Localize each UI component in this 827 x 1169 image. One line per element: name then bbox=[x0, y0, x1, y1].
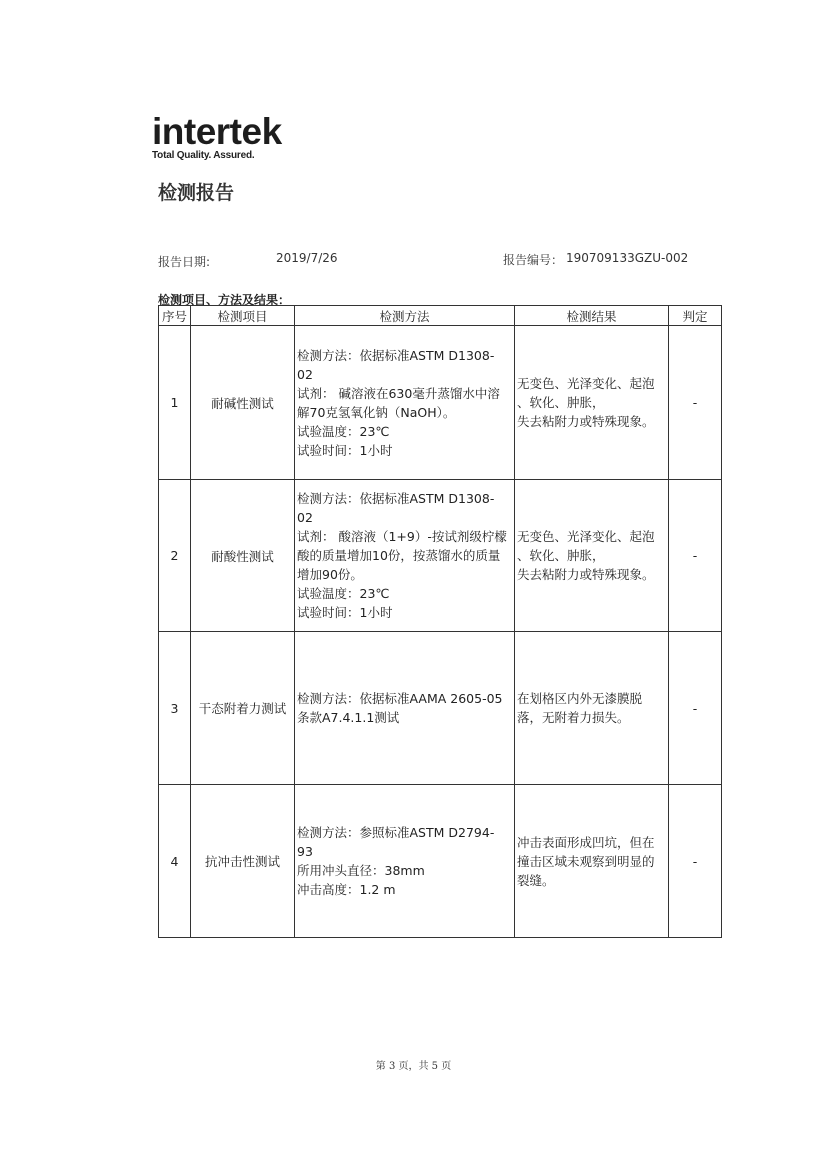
method-line: 02 bbox=[297, 366, 313, 382]
table-row bbox=[159, 785, 722, 938]
report-date-label: 报告日期: bbox=[158, 255, 211, 269]
result-line: 、软化、肿胀， bbox=[517, 395, 605, 410]
result-line: 撞击区域未观察到明显的 bbox=[517, 853, 655, 869]
method-line: 检测方法：依据标准ASTM D1308- bbox=[297, 491, 495, 506]
row-number: 4 bbox=[159, 785, 191, 938]
method-line: 试验时间：1小时 bbox=[297, 605, 393, 620]
intertek-logo bbox=[152, 112, 282, 161]
method-line: 条款A7.4.1.1测试 bbox=[297, 710, 400, 725]
test-item: 耐酸性测试 bbox=[191, 480, 295, 632]
method-line: 冲击高度：1.2 m bbox=[297, 882, 396, 897]
test-result bbox=[515, 480, 669, 632]
test-item: 耐碱性测试 bbox=[191, 326, 295, 480]
result-line: 、软化、肿胀， bbox=[517, 548, 605, 563]
results-table bbox=[158, 305, 722, 938]
header-no: 序号 bbox=[159, 306, 191, 326]
table-row bbox=[159, 326, 722, 480]
report-number-value: 190709133GZU-002 bbox=[566, 251, 689, 265]
verdict: - bbox=[669, 326, 722, 480]
header-method: 检测方法 bbox=[295, 306, 515, 326]
test-method bbox=[295, 785, 515, 938]
logo-wordmark: intertek bbox=[152, 111, 282, 152]
table-row bbox=[159, 480, 722, 632]
table-header-row bbox=[159, 306, 722, 326]
method-line: 增加90份。 bbox=[297, 567, 363, 582]
verdict: - bbox=[669, 480, 722, 632]
table-row bbox=[159, 632, 722, 785]
report-number-label: 报告编号： bbox=[503, 253, 564, 267]
method-line: 检测方法：依据标准ASTM D1308- bbox=[297, 347, 495, 363]
result-line: 裂缝。 bbox=[517, 872, 555, 888]
test-method bbox=[295, 632, 515, 785]
method-line: 93 bbox=[297, 844, 313, 859]
row-number: 3 bbox=[159, 632, 191, 785]
test-result bbox=[515, 326, 669, 480]
method-line: 解70克氢氧化钠（NaOH）。 bbox=[297, 404, 456, 420]
method-line: 试剂： 碱溶液在630毫升蒸馏水中溶 bbox=[297, 385, 500, 401]
verdict: - bbox=[669, 785, 722, 938]
method-line: 所用冲头直径：38mm bbox=[297, 863, 425, 878]
test-method bbox=[295, 480, 515, 632]
method-line: 02 bbox=[297, 510, 313, 525]
test-item: 抗冲击性测试 bbox=[191, 785, 295, 938]
logo-tagline: Total Quality. Assured. bbox=[152, 150, 255, 161]
test-method bbox=[295, 326, 515, 480]
row-number: 1 bbox=[159, 326, 191, 480]
result-line: 在划格区内外无漆膜脱 bbox=[517, 691, 643, 706]
result-line: 落，无附着力损失。 bbox=[517, 710, 630, 725]
result-line: 无变色、光泽变化、起泡 bbox=[517, 529, 655, 544]
verdict: - bbox=[669, 632, 722, 785]
page-footer: 第 3 页，共 5 页 bbox=[375, 1061, 452, 1072]
result-line: 无变色、光泽变化、起泡 bbox=[517, 376, 655, 391]
row-number: 2 bbox=[159, 480, 191, 632]
method-line: 检测方法：依据标准AAMA 2605-05 bbox=[297, 691, 503, 706]
result-line: 冲击表面形成凹坑，但在 bbox=[517, 834, 655, 850]
test-item: 干态附着力测试 bbox=[191, 632, 295, 785]
test-result bbox=[515, 632, 669, 785]
method-line: 试验时间：1小时 bbox=[297, 442, 393, 458]
result-line: 失去粘附力或特殊现象。 bbox=[517, 567, 655, 582]
report-date-value: 2019/7/26 bbox=[276, 251, 338, 265]
section-title: 检测项目、方法及结果： bbox=[158, 293, 291, 307]
method-line: 试验温度：23℃ bbox=[297, 586, 390, 601]
method-line: 试验温度：23℃ bbox=[297, 423, 390, 439]
header-result: 检测结果 bbox=[515, 306, 669, 326]
method-line: 检测方法：参照标准ASTM D2794- bbox=[297, 825, 495, 840]
test-result bbox=[515, 785, 669, 938]
method-line: 酸的质量增加10份，按蒸馏水的质量 bbox=[297, 548, 501, 563]
document-title: 检测报告 bbox=[158, 182, 235, 204]
method-line: 试剂： 酸溶液（1+9）-按试剂级柠檬 bbox=[297, 529, 507, 544]
header-item: 检测项目 bbox=[191, 306, 295, 326]
result-line: 失去粘附力或特殊现象。 bbox=[517, 414, 655, 429]
header-verdict: 判定 bbox=[669, 306, 722, 326]
